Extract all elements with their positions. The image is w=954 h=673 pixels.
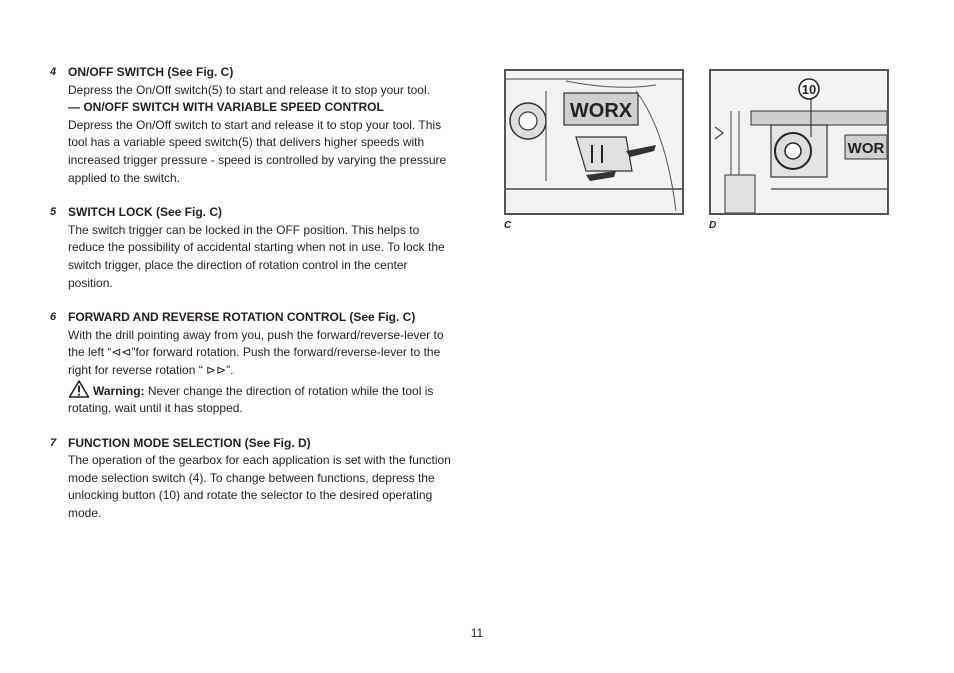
drill-selector-illustration bbox=[711, 71, 887, 213]
section-on-off-switch bbox=[50, 64, 455, 187]
worx-logo: WOR bbox=[847, 140, 885, 157]
section-heading: FORWARD AND REVERSE ROTATION CONTROL (See Fig. C) bbox=[68, 310, 416, 325]
section-number: 6 bbox=[50, 311, 57, 324]
warning-text: Never change the direction of rotation while the tool is rotating, wait until it has stopped. bbox=[68, 383, 434, 416]
section-paragraph: With the drill pointing away from you, push the forward/reverse-lever to the left “⊲⊲”for forward rotation. Push the forward/reverse-lever to the right for reverse rotation “ ⊳⊳”. bbox=[68, 327, 444, 377]
section-paragraph: Depress the On/Off switch(5) to start and release it to stop your tool. bbox=[68, 82, 430, 97]
figure-c-label: C bbox=[504, 220, 512, 231]
section-paragraph: Depress the On/Off switch to start and release it to stop your tool. This tool has a variable speed switch(5) that delivers higher speeds with increased trigger pressure - speed is controlled by varying the pressure applied to the switch. bbox=[68, 117, 447, 185]
section-paragraph: The switch trigger can be locked in the OFF position. This helps to reduce the possibility of accidental starting when not in use. To lock the switch trigger, place the direction of rotation control in the center position. bbox=[68, 222, 445, 290]
section-subheading: — ON/OFF SWITCH WITH VARIABLE SPEED CONTROL bbox=[68, 100, 384, 115]
drill-switch-illustration bbox=[506, 71, 682, 213]
callout-number: 10 bbox=[801, 82, 817, 97]
worx-logo: WORX bbox=[569, 100, 633, 122]
instruction-column bbox=[50, 64, 455, 540]
page-number: 11 bbox=[470, 626, 484, 640]
section-heading: FUNCTION MODE SELECTION (See Fig. D) bbox=[68, 435, 311, 450]
section-number: 7 bbox=[50, 436, 57, 449]
figure-d-illustration bbox=[709, 69, 889, 215]
section-rotation-control bbox=[50, 309, 455, 418]
section-number: 5 bbox=[50, 206, 57, 219]
section-switch-lock bbox=[50, 204, 455, 292]
warning-triangle-icon bbox=[68, 380, 90, 398]
section-function-mode bbox=[50, 435, 455, 523]
section-number: 4 bbox=[50, 66, 57, 78]
section-paragraph: The operation of the gearbox for each application is set with the function mode selection switch (4). To change between functions, depress the unlocking button (10) and rotate the selector to the desired operating mode. bbox=[68, 453, 451, 521]
figure-c-illustration bbox=[504, 69, 684, 215]
section-heading: ON/OFF SWITCH (See Fig. C) bbox=[68, 65, 234, 79]
warning-note bbox=[68, 380, 455, 418]
warning-label: Warning: bbox=[93, 383, 145, 398]
section-heading: SWITCH LOCK (See Fig. C) bbox=[68, 205, 222, 220]
figure-d-label: D bbox=[709, 220, 717, 231]
